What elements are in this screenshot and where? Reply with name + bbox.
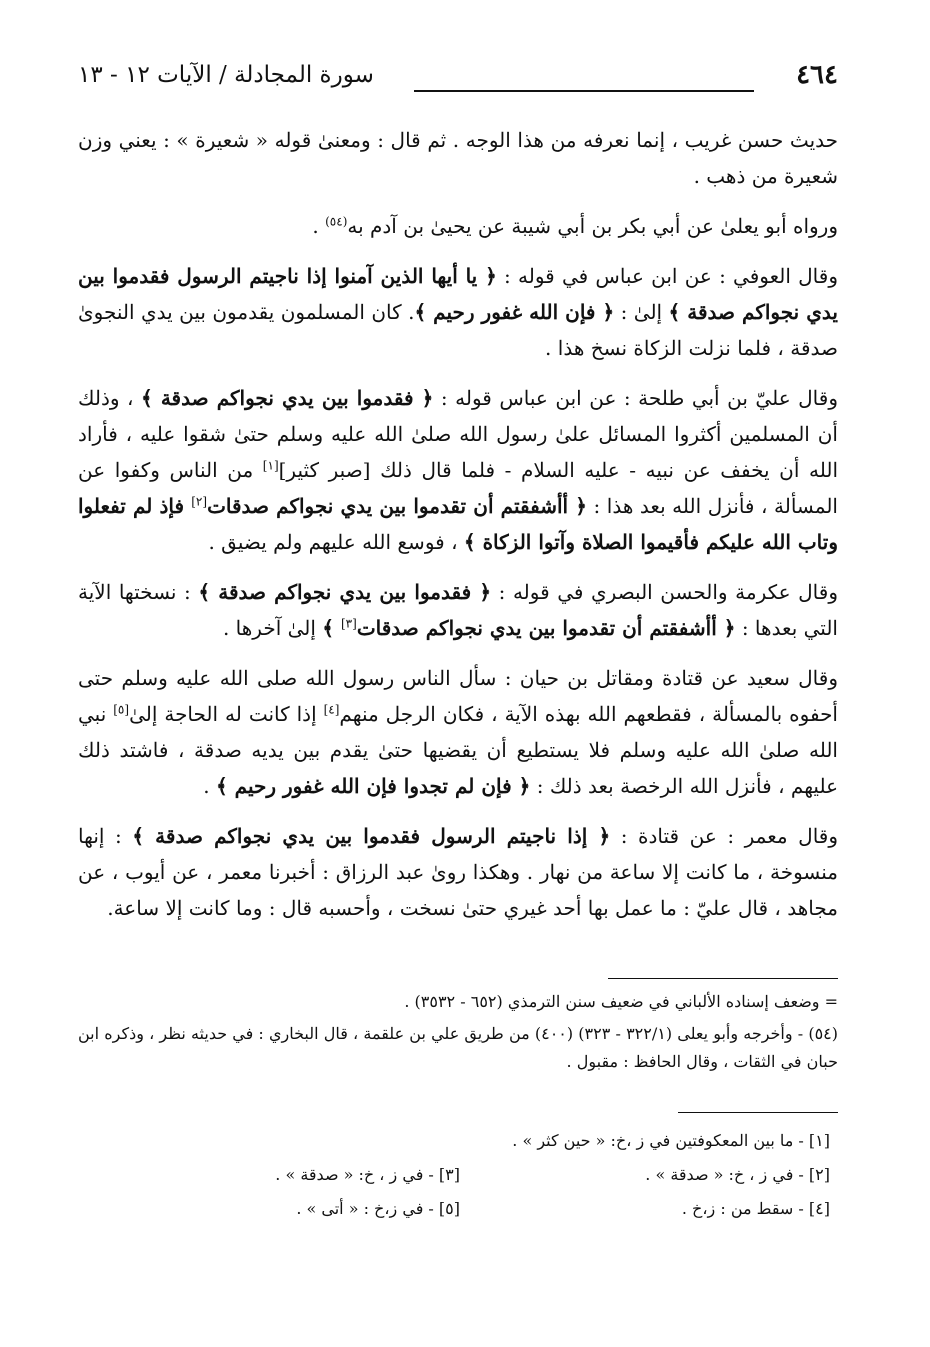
paragraph-6 [78,660,838,804]
paragraph-2 [78,208,838,244]
quran-quote: ﴿ يا أيها الذين آمنوا إذا ناجيتم الرسول فقدموا بين يدي نجواكم صدقة ﴾ [78,264,838,324]
paragraph-text: إذا كانت له الحاجة إلىٰ [129,702,324,726]
footnote-54: (٥٤) - وأخرجه وأبو يعلى (٣٢٢/١ - ٣٢٣) (٤٠٠) من طريق علي بن علقمة ، قال البخاري : في حديثه نظر ، وذكره ابن حبان في الثقات ، وقال الحافظ : مقبول . [78,1024,839,1071]
page-header [78,60,838,100]
note-3: [٣] - في ز ، خ: « صدقة » . [275,1165,460,1184]
note-ref[interactable]: [٢] [191,494,208,509]
main-text [78,122,838,940]
paragraph-text: ورواه أبو يعلىٰ عن أبي بكر بن أبي شيبة عن يحيىٰ بن آدم به [347,214,838,238]
notes-row [90,1158,830,1192]
note-ref[interactable]: [٣] [340,616,357,631]
notes-row [90,1192,830,1226]
notes-divider [678,1112,838,1113]
paragraph-text: ، فوسع الله عليهم ولم يضيق . [208,530,464,554]
paragraph-text: . [312,214,326,238]
note-2: [٢] - في ز ، خ: « صدقة » . [645,1165,830,1184]
footnote-ref[interactable]: (٥٤) [325,214,348,229]
quran-quote: فإذ لم تفعلوا وتاب الله عليكم فأقيموا الصلاة وآتوا الزكاة ﴾ [78,494,838,554]
quran-quote: ﴿ أأشفقتم أن تقدموا بين يدي نجواكم صدقات [207,494,587,518]
paragraph-text: من الناس وكفوا عن المسألة ، فأنزل الله بعد هذا : [78,458,838,518]
editorial-notes [90,1124,830,1226]
paragraph-4 [78,380,838,560]
note-1: [١] - ما بين المعكوفتين في ز ،خ: « حين كثر » . [512,1131,830,1150]
note-ref[interactable]: [١] [262,458,279,473]
paragraph-text: . كان المسلمون يقدمون بين يدي النجوىٰ صدقة ، فلما نزلت الزكاة نسخ هذا . [78,300,838,360]
paragraph-7 [78,818,838,926]
paragraph-text: وقال عكرمة والحسن البصري في قوله : [491,580,838,604]
paragraph-1 [78,122,838,194]
running-title: سورة المجادلة / الآيات ١٢ - ١٣ [78,62,374,88]
paragraph-3 [78,258,838,366]
footnote-divider [608,978,838,979]
footnotes [78,988,838,1080]
quran-quote: ﴿ إذا ناجيتم الرسول فقدموا بين يدي نجواكم صدقة ﴾ [132,824,611,848]
quran-quote: ﴿ فقدموا بين يدي نجواكم صدقة ﴾ [141,386,434,410]
note-ref[interactable]: [٥] [113,702,130,717]
paragraph-text: إلىٰ آخرها . [222,616,323,640]
footnote-continued: = وضعف إسناده الألباني في ضعيف سنن الترمذي (٦٥٢ - ٣٥٣٢) . [404,992,838,1011]
paragraph-text: ، وذلك أن المسلمين أكثروا المسائل علىٰ رسول الله صلىٰ الله عليه وسلم حتىٰ شقوا عليه ، فأراد الله أن يخفف عن نبيه - عليه السلام - فلما قال ذلك [صبر كثير] [78,386,839,482]
note-4: [٤] - سقط من : ز،خ . [681,1199,830,1218]
paragraph-text: إلىٰ : [614,300,669,324]
paragraph-text: : إنها منسوخة ، ما كانت إلا ساعة من نهار . وهكذا روىٰ عبد الرزاق : أخبرنا معمر ، عن أيوب ، عن مجاهد ، قال عليّ : ما عمل بها أحد غيري حتىٰ نسخت ، وأحسبه قال : وما كانت إلا ساعة. [78,824,838,920]
paragraph-text: وقال العوفي : عن ابن عباس في قوله : [496,264,838,288]
paragraph-text: وقال سعيد عن قتادة ومقاتل بن حيان : سأل الناس رسول الله صلى الله عليه وسلم حتى أحفوه بالمسألة ، فقطعهم الله بهذه الآية ، فكان الرجل منهم [78,666,838,726]
quran-quote: ﴿ فإن لم تجدوا فإن الله غفور رحيم ﴾ [216,774,531,798]
page-number: ٤٦٤ [796,60,838,90]
paragraph-text: نبي الله صلىٰ الله عليه وسلم فلا يستطيع أن يقضيها حتىٰ يقدم بين يديه صدقة ، فاشتد ذلك عليهم ، فأنزل الله الرخصة بعد ذلك : [78,702,838,798]
paragraph-text: وقال معمر : عن قتادة : [610,824,839,848]
quran-quote: ﴾ [322,616,341,640]
paragraph-text: وقال عليّ بن أبي طلحة : عن ابن عباس قوله : [433,386,838,410]
paragraph-text: : نسختها الآية التي بعدها : [78,580,838,640]
note-5: [٥] - في ز،خ : « أتى » . [296,1199,460,1218]
notes-row [90,1124,830,1158]
paragraph-text: . [203,774,216,798]
quran-quote: ﴿ فقدموا بين يدي نجواكم صدقة ﴾ [198,580,492,604]
header-rule [414,90,754,92]
quran-quote: ﴿ فإن الله غفور رحيم ﴾ [414,300,615,324]
paragraph-5 [78,574,838,646]
paragraph-text: حديث حسن غريب ، إنما نعرفه من هذا الوجه . ثم قال : ومعنىٰ قوله « شعيرة » : يعني وزن شعيرة من ذهب . [78,128,838,188]
quran-quote: ﴿ أأشفقتم أن تقدموا بين يدي نجواكم صدقات [356,616,736,640]
note-ref[interactable]: [٤] [323,702,340,717]
